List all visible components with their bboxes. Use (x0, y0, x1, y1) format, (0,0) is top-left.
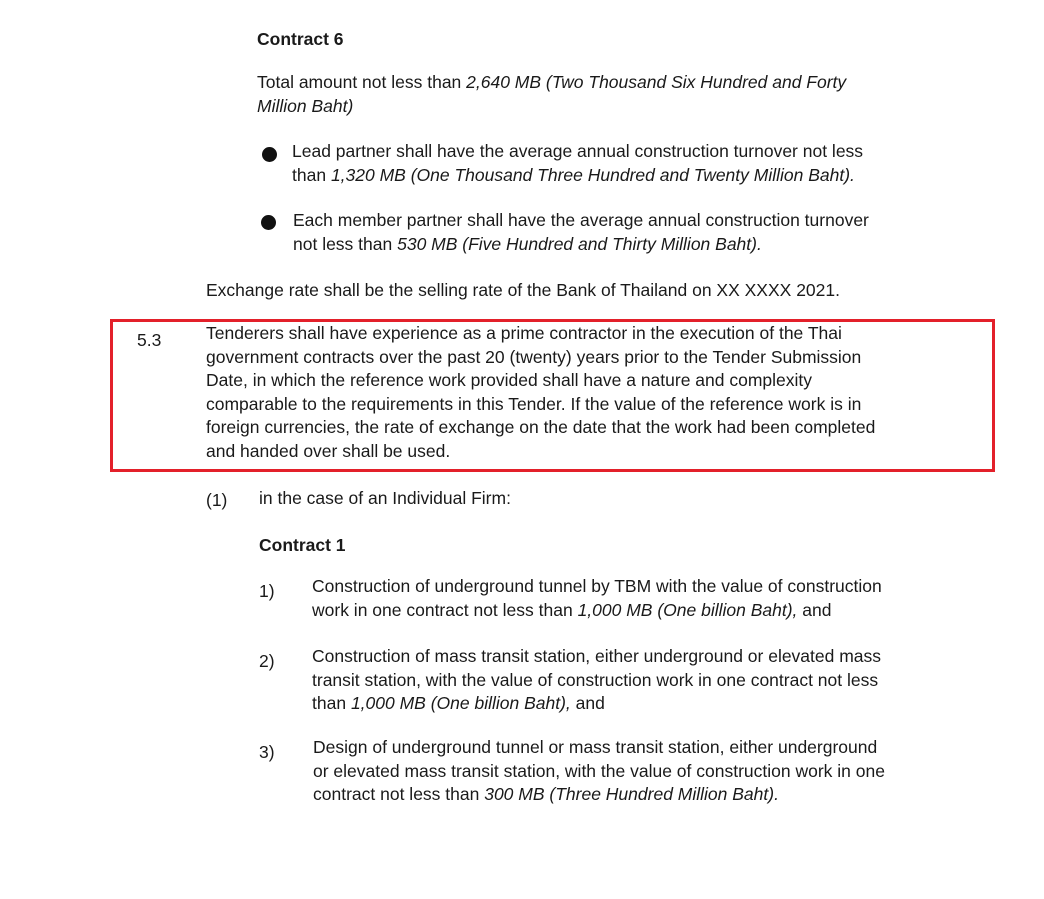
clause-line: and handed over shall be used. (206, 440, 451, 461)
clause-line: Date, in which the reference work provided shall have a nature and complexity (206, 370, 813, 390)
item-number: 1) (259, 581, 275, 601)
contract6-total-amount (257, 71, 947, 118)
clause-line: Tenderers shall have experience as a prime contractor in the execution of the Thai (206, 323, 842, 343)
item-line: Construction of mass transit station, either underground or elevated mass (312, 646, 882, 666)
bullet-prefix: not less than (293, 233, 398, 254)
item-line: Design of underground tunnel or mass transit station, either underground (313, 737, 878, 757)
clause-5-3-text (206, 322, 932, 463)
subclause-number: (1) (206, 490, 228, 510)
clause-line: government contracts over the past 20 (twenty) years prior to the Tender Submission (206, 346, 862, 367)
item-amount: 1,000 MB (One billion Baht), (350, 693, 571, 713)
bullet-member-partner (293, 209, 953, 256)
total-amount-cont: Million Baht) (257, 95, 354, 116)
item-line: or elevated mass transit station, with the value of construction work in one (313, 760, 885, 781)
item-number: 2) (259, 651, 275, 671)
bullet-line: Lead partner shall have the average annual construction turnover not less (292, 141, 864, 161)
bullet-dot-icon (262, 147, 277, 162)
item-prefix: work in one contract not less than (312, 599, 578, 620)
item-prefix: contract not less than (313, 784, 485, 804)
item-amount: 1,000 MB (One billion Baht), (577, 599, 798, 620)
bullet-prefix: than (292, 164, 331, 185)
contract1-item-1 (312, 575, 972, 622)
bullet-amount: 530 MB (Five Hundred and Thirty Million Baht). (397, 233, 762, 254)
contract1-item-3 (313, 736, 973, 807)
item-suffix: and (797, 599, 832, 620)
item-line: transit station, with the value of construction work in one contract not less (312, 669, 879, 690)
contract1-heading: Contract 1 (259, 535, 346, 555)
clause-line: comparable to the requirements in this Tender. If the value of the reference work is in (206, 393, 862, 414)
bullet-amount: 1,320 MB (One Thousand Three Hundred and Twenty Million Baht). (330, 164, 855, 185)
subclause-text: in the case of an Individual Firm: (259, 488, 511, 508)
bullet-lead-partner (292, 140, 952, 187)
item-amount: 300 MB (Three Hundred Million Baht). (484, 784, 779, 804)
item-prefix: than (312, 693, 351, 713)
clause-number: 5.3 (137, 330, 162, 350)
total-amount: 2,640 MB (Two Thousand Six Hundred and Forty (466, 72, 847, 92)
contract6-heading: Contract 6 (257, 29, 344, 49)
bullet-dot-icon (261, 215, 276, 230)
item-number: 3) (259, 742, 275, 762)
bullet-line: Each member partner shall have the average annual construction turnover (293, 210, 869, 230)
contract1-item-2 (312, 645, 972, 716)
total-prefix: Total amount not less than (257, 72, 467, 92)
item-line: Construction of underground tunnel by TBM with the value of construction (312, 576, 882, 596)
item-suffix: and (570, 693, 605, 713)
clause-line: foreign currencies, the rate of exchange on the date that the work had been completed (206, 417, 876, 437)
exchange-rate-text: Exchange rate shall be the selling rate of the Bank of Thailand on XX XXXX 2021. (206, 280, 840, 300)
